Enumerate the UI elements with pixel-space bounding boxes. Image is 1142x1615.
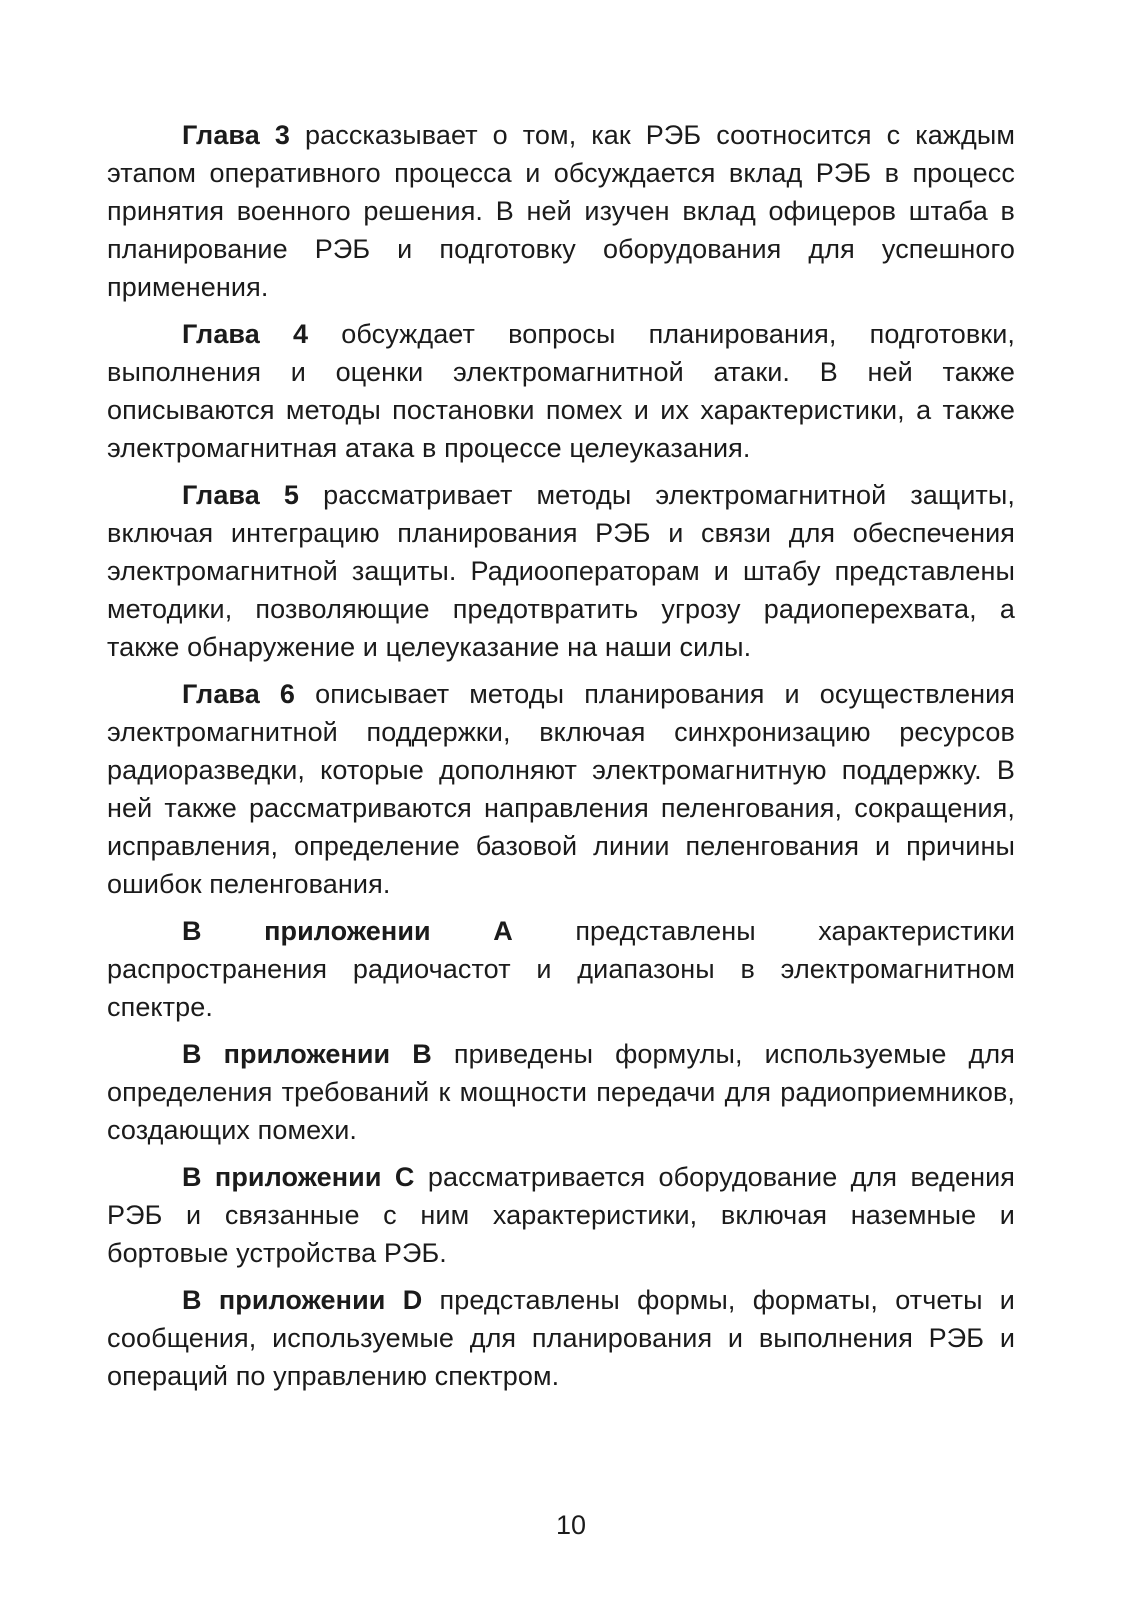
- paragraph-appendix-b: [107, 1035, 1015, 1149]
- paragraph-lead: В приложении D: [182, 1285, 423, 1315]
- paragraph-chapter-4: [107, 315, 1015, 467]
- paragraph-lead: В приложении A: [182, 916, 513, 946]
- paragraph-text: приведены формулы, используемые для определения требований к мощности передачи для радиоприемников, создающих помехи.: [107, 1039, 1015, 1145]
- paragraph-lead: В приложении C: [182, 1162, 415, 1192]
- page-body-text: [107, 116, 1015, 1404]
- paragraph-chapter-3: [107, 116, 1015, 306]
- paragraph-lead: Глава 6: [182, 679, 296, 709]
- paragraph-chapter-5: [107, 476, 1015, 666]
- paragraph-text: описывает методы планирования и осуществления электромагнитной поддержки, включая синхронизацию ресурсов радиоразведки, которые дополняют электромагнитную поддержку. В ней также рассматриваются направления пеленгования, сокращения, исправления, определение базовой линии пеленгования и причины ошибок пеленгования.: [107, 679, 1015, 899]
- paragraph-lead: Глава 3: [182, 120, 290, 150]
- paragraph-appendix-d: [107, 1281, 1015, 1395]
- paragraph-chapter-6: [107, 675, 1015, 903]
- paragraph-text: рассказывает о том, как РЭБ соотносится с каждым этапом оперативного процесса и обсуждается вклад РЭБ в процесс принятия военного решения. В ней изучен вклад офицеров штаба в планирование РЭБ и подготовку оборудования для успешного применения.: [107, 120, 1015, 302]
- paragraph-text: обсуждает вопросы планирования, подготовки, выполнения и оценки электромагнитной атаки. В ней также описываются методы постановки помех и их характеристики, а также электромагнитная атака в процессе целеуказания.: [107, 319, 1016, 463]
- paragraph-lead: Глава 5: [182, 480, 300, 510]
- paragraph-text: представлены характеристики распространения радиочастот и диапазоны в электромагнитном спектре.: [107, 916, 1015, 1022]
- paragraph-lead: В приложении B: [182, 1039, 432, 1069]
- paragraph-appendix-c: [107, 1158, 1015, 1272]
- page-number: 10: [555, 1510, 587, 1540]
- paragraph-text: представлены формы, форматы, отчеты и сообщения, используемые для планирования и выполнения РЭБ и операций по управлению спектром.: [107, 1285, 1015, 1391]
- paragraph-appendix-a: [107, 912, 1015, 1026]
- paragraph-text: рассматривает методы электромагнитной защиты, включая интеграцию планирования РЭБ и связи для обеспечения электромагнитной защиты. Радиооператорам и штабу представлены методики, позволяющие предотвратить угрозу радиоперехвата, а также обнаружение и целеуказание на наши силы.: [107, 480, 1015, 662]
- paragraph-text: рассматривается оборудование для ведения РЭБ и связанные с ним характеристики, включая наземные и бортовые устройства РЭБ.: [107, 1162, 1015, 1268]
- paragraph-lead: Глава 4: [182, 319, 309, 349]
